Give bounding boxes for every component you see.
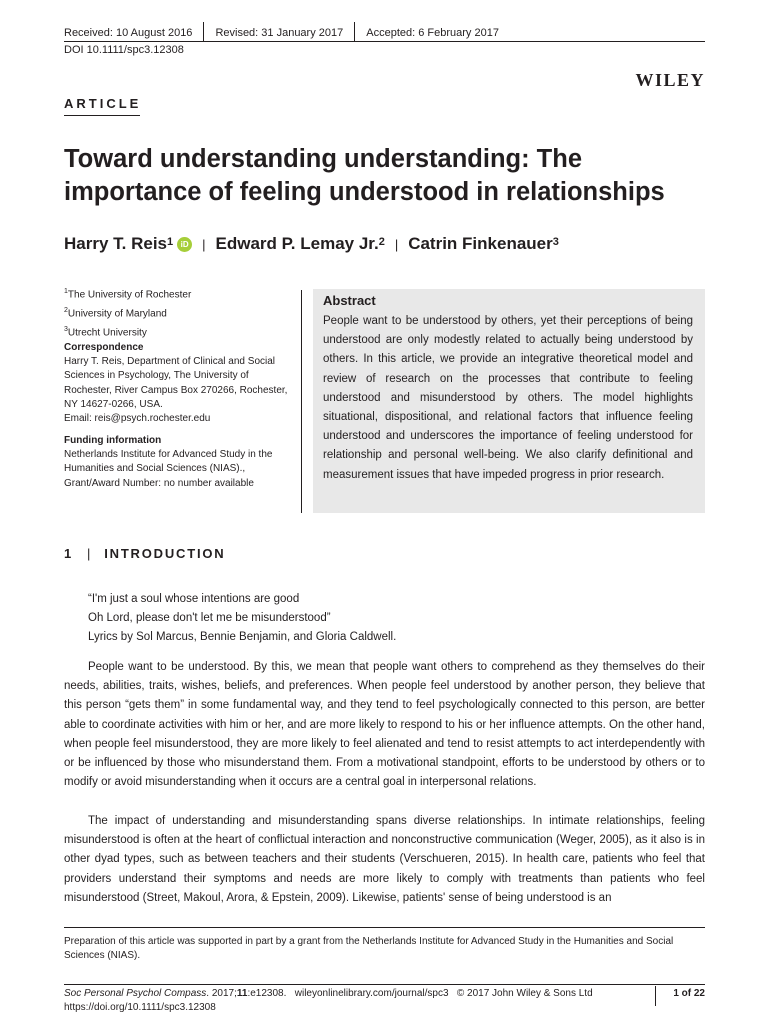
column-divider	[301, 290, 302, 513]
epigraph-attribution: Lyrics by Sol Marcus, Bennie Benjamin, and Gloria Caldwell.	[88, 631, 397, 643]
author-name[interactable]: Harry T. Reis	[64, 234, 167, 253]
journal-name: Soc Personal Psychol Compass	[64, 988, 207, 999]
publisher-logo: WILEY	[635, 70, 705, 90]
correspondence	[64, 341, 296, 426]
correspondence-address: Harry T. Reis, Department of Clinical and Social Sciences in Psychology, The University of Rochester, River Campus Box 270266, Rochester, NY 14627-0266, USA.	[64, 356, 288, 410]
citation-line	[64, 988, 593, 999]
author-affiliation-mark: 2	[378, 236, 385, 248]
copyright: © 2017 John Wiley & Sons Ltd	[456, 988, 593, 999]
journal-site-link[interactable]: wileyonlinelibrary.com/journal/spc3	[294, 988, 449, 999]
funding-label: Funding information	[64, 435, 162, 446]
journal-year: . 2017;	[206, 988, 237, 999]
article-type: ARTICLE	[64, 96, 142, 111]
affiliation-mark: 3	[64, 326, 68, 333]
received-date: Received: 10 August 2016	[64, 26, 193, 39]
section-number: 1	[64, 546, 74, 561]
accepted-date: Accepted: 6 February 2017	[366, 26, 499, 39]
footnote: Preparation of this article was supported in part by a grant from the Netherlands Institute for Advanced Study in the Humanities and Social Sciences (NIAS).	[64, 936, 674, 962]
author-name[interactable]: Edward P. Lemay Jr.	[215, 234, 379, 253]
publication-dates	[64, 24, 510, 42]
section-title: INTRODUCTION	[104, 546, 226, 561]
epigraph-line: “I'm just a soul whose intentions are good	[88, 593, 300, 605]
author-list	[64, 234, 559, 254]
affiliation-mark: 1	[64, 288, 68, 295]
section-separator: |	[87, 546, 93, 561]
correspondence-email[interactable]: Email: reis@psych.rochester.edu	[64, 413, 211, 425]
affiliation-text: University of Maryland	[67, 308, 167, 320]
affiliation-text: Utrecht University	[67, 327, 147, 339]
footnote-rule	[64, 927, 705, 928]
body-paragraph: People want to be understood. By this, we mean that people want others to comprehend as they themselves do their needs, abilities, traits, wishes, beliefs, and preferences. When people feel understood by another person, they believe that this person “gets them” in some fundamental way, and they tend to feel psychologically connected to this person, are better able to coordinate activities with him or her, and are more likely to respond to his or her influence attempts. On the other hand, when people feel misunderstood, they are more likely to feel alienated and tend to resist attempts to act interdependently with or be influenced by those who misunderstand them. From a motivational standpoint, efforts to be understood by others or to modify or avoid misunderstanding when it occurs are a central goal in interpersonal relations.	[64, 661, 705, 789]
footer-rule	[64, 984, 705, 985]
paper-title: Toward understanding understanding: The importance of feeling understood in relationships	[64, 145, 665, 206]
page-number: 1 of 22	[673, 988, 705, 999]
revised-date: Revised: 31 January 2017	[215, 26, 344, 39]
author-affiliation-mark: 3	[552, 236, 559, 248]
abstract-heading: Abstract	[323, 293, 376, 308]
epigraph-line: Oh Lord, please don't let me be misunderstood”	[88, 612, 331, 624]
affiliation	[64, 285, 191, 301]
doi-link[interactable]: https://doi.org/10.1111/spc3.12308	[64, 1002, 216, 1013]
article-number: :e12308.	[247, 988, 287, 999]
body-paragraph: The impact of understanding and misunderstanding spans diverse relationships. In intimate relationships, feeling misunderstood is often at the heart of conflictual interaction and nonconstructive communication (Weger, 2005), as it also is in other dyad types, such as between teachers and their students (Verschueren, 2015). In health care, patients who feel that providers understand their symptoms and needs are more likely to comply with treatments than patients who feel misunderstood (Street, Makoul, Arora, & Epstein, 2009). Likewise, patients' sense of being understood is an	[64, 815, 705, 904]
article-type-underline	[64, 115, 140, 116]
funding-text: Netherlands Institute for Advanced Study in the Humanities and Social Sciences (NIAS)., Grant/Award Number: no number available	[64, 449, 273, 489]
affiliation	[64, 323, 147, 339]
author-affiliation-mark: 1	[167, 236, 174, 248]
author-name[interactable]: Catrin Finkenauer	[408, 234, 553, 253]
footer-divider	[655, 986, 656, 1006]
affiliation-text: The University of Rochester	[67, 289, 192, 301]
funding-info	[64, 434, 296, 491]
journal-volume: 11	[236, 988, 248, 999]
abstract-text: People want to be understood by others, yet their perceptions of being understood are only modestly related to actually being understood by others. In this article, we provide an integrative theoretical model and review of research on the processes that contribute to feeling understood and misunderstood by others. The model highlights situational, dispositional, and relational factors that influence feeling understood and underscores the importance of feeling understood for relationship and personal well-being. We also clarify definitional and measurement issues that have impeded progress in prior research.	[323, 315, 693, 481]
author-separator: |	[202, 236, 206, 252]
author-separator: |	[394, 236, 399, 252]
section-heading	[64, 546, 225, 561]
doi: DOI 10.1111/spc3.12308	[64, 44, 184, 56]
orcid-icon[interactable]: iD	[177, 237, 192, 252]
affiliation	[64, 304, 167, 320]
affiliation-mark: 2	[64, 307, 68, 314]
header-rule	[64, 41, 705, 42]
correspondence-label: Correspondence	[64, 342, 144, 353]
